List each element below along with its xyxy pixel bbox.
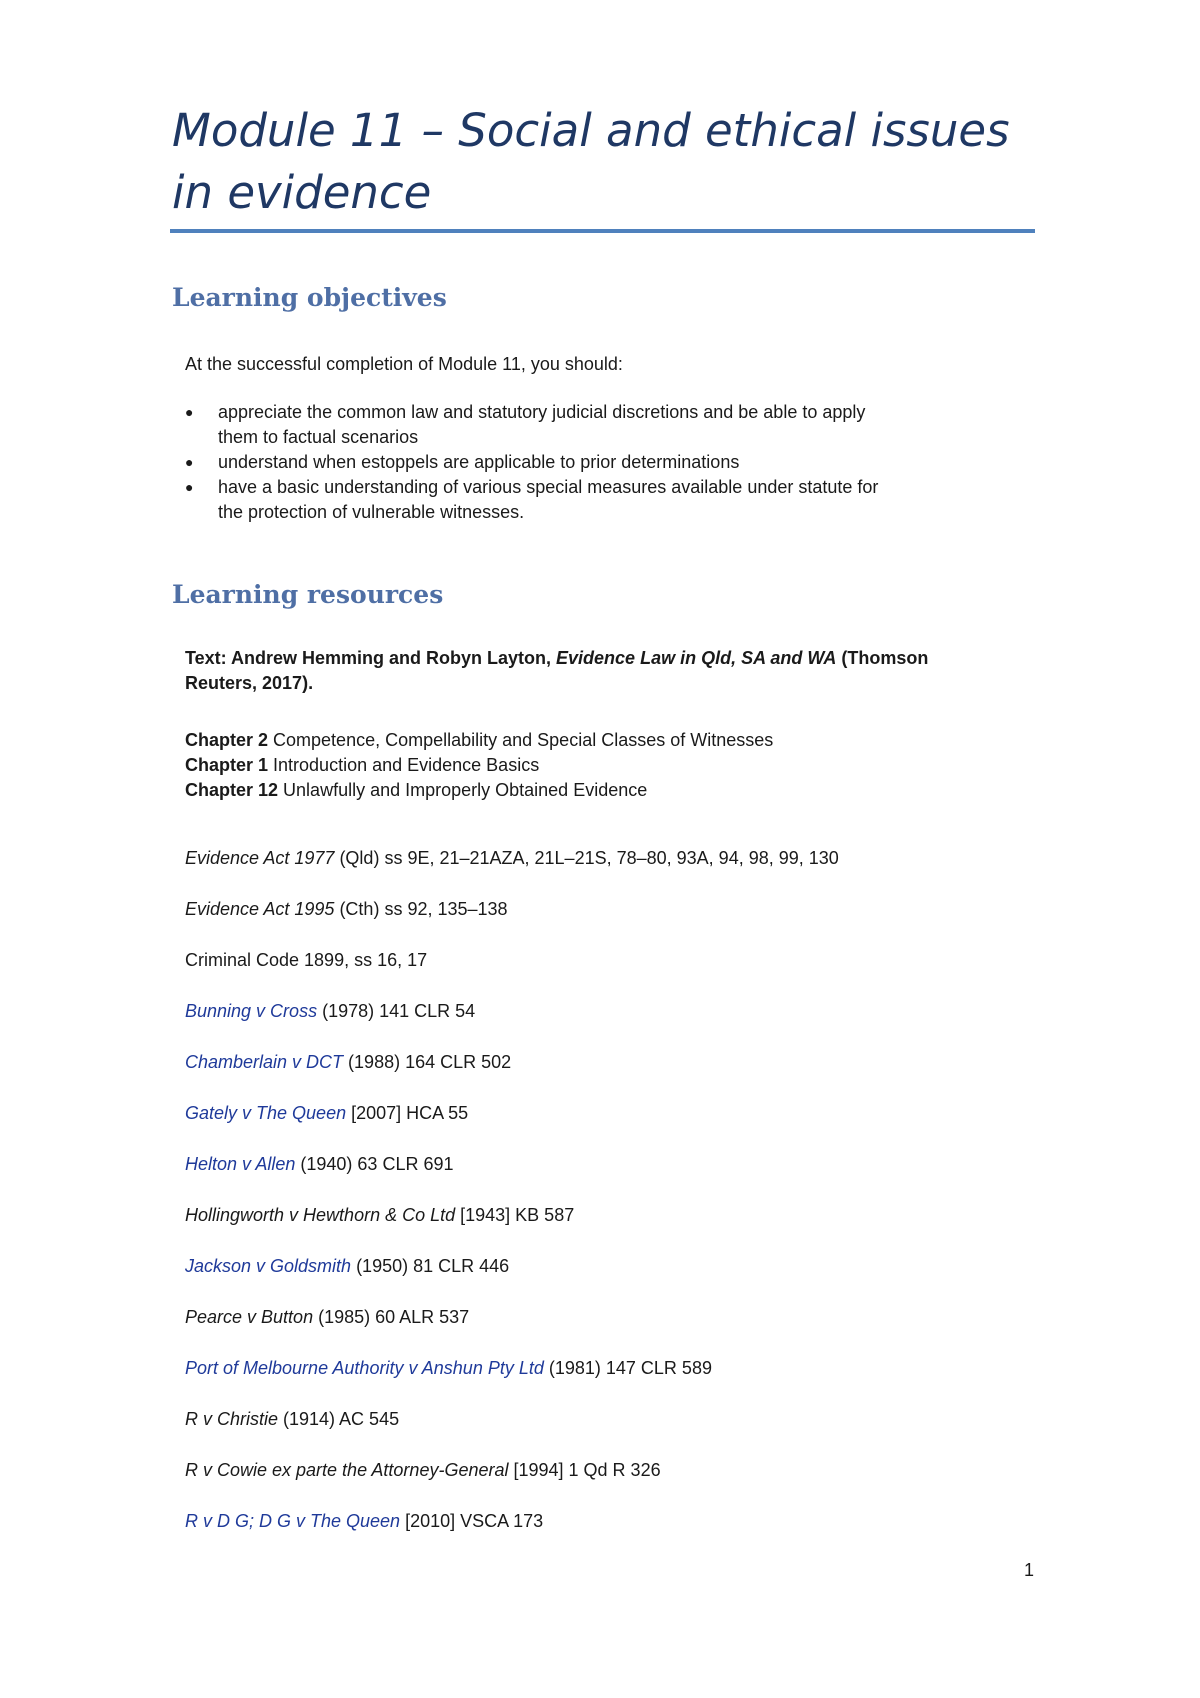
case-link[interactable]: Helton v Allen (1940) 63 CLR 691 [185,1154,454,1174]
reference-item: Criminal Code 1899, ss 16, 17 [185,950,428,970]
case-link[interactable]: Jackson v Goldsmith (1950) 81 CLR 446 [185,1256,510,1276]
case-link[interactable]: Gately v The Queen [2007] HCA 55 [185,1103,469,1123]
case-link[interactable]: Bunning v Cross (1978) 141 CLR 54 [185,1001,476,1021]
title-underline [170,229,1035,233]
learning-objectives-heading: Learning objectives [172,283,447,312]
list-item: ● have a basic understanding of various special measures available under statute for the protection of vulnerable witnesses. [185,477,879,522]
reference-item: R v Cowie ex parte the Attorney-General [1994] 1 Qd R 326 [185,1460,661,1480]
chapter-item: Chapter 2 Competence, Compellability and Special Classes of Witnesses [185,730,774,750]
chapter-item: Chapter 1 Introduction and Evidence Basics [185,755,540,775]
objectives-list [185,400,878,525]
page-number: 1 [1024,1560,1035,1580]
case-link[interactable]: Chamberlain v DCT (1988) 164 CLR 502 [185,1052,512,1072]
reference-item: R v Christie (1914) AC 545 [185,1409,400,1429]
case-link[interactable]: R v D G; D G v The Queen [2010] VSCA 173 [185,1511,544,1531]
chapter-list [185,728,773,803]
case-link[interactable]: Port of Melbourne Authority v Anshun Pty Ltd (1981) 147 CLR 589 [185,1358,712,1378]
title-line-2: in evidence [172,166,432,219]
page-title [172,100,1032,224]
reference-item: Hollingworth v Hewthorn & Co Ltd [1943] KB 587 [185,1205,575,1225]
bullet-icon: ● [185,454,194,470]
reference-item: Evidence Act 1977 (Qld) ss 9E, 21–21AZA, 21L–21S, 78–80, 93A, 94, 98, 99, 130 [185,848,839,868]
list-item: ● appreciate the common law and statutory judicial discretions and be able to apply them to factual scenarios [185,402,866,447]
reference-item: Evidence Act 1995 (Cth) ss 92, 135–138 [185,899,508,919]
bullet-icon: ● [185,404,194,420]
chapter-item: Chapter 12 Unlawfully and Improperly Obtained Evidence [185,780,648,800]
list-item: ● understand when estoppels are applicable to prior determinations [185,450,878,475]
textbook-reference: Text: Andrew Hemming and Robyn Layton, Evidence Law in Qld, SA and WA (Thomson Reuters, 2017). [185,648,929,693]
reference-item: Pearce v Button (1985) 60 ALR 537 [185,1307,470,1327]
title-line-1: Module 11 – Social and ethical issues [172,104,1010,157]
objectives-intro: At the successful completion of Module 11, you should: [185,354,623,374]
learning-resources-heading: Learning resources [172,580,444,609]
bullet-icon: ● [185,479,194,495]
